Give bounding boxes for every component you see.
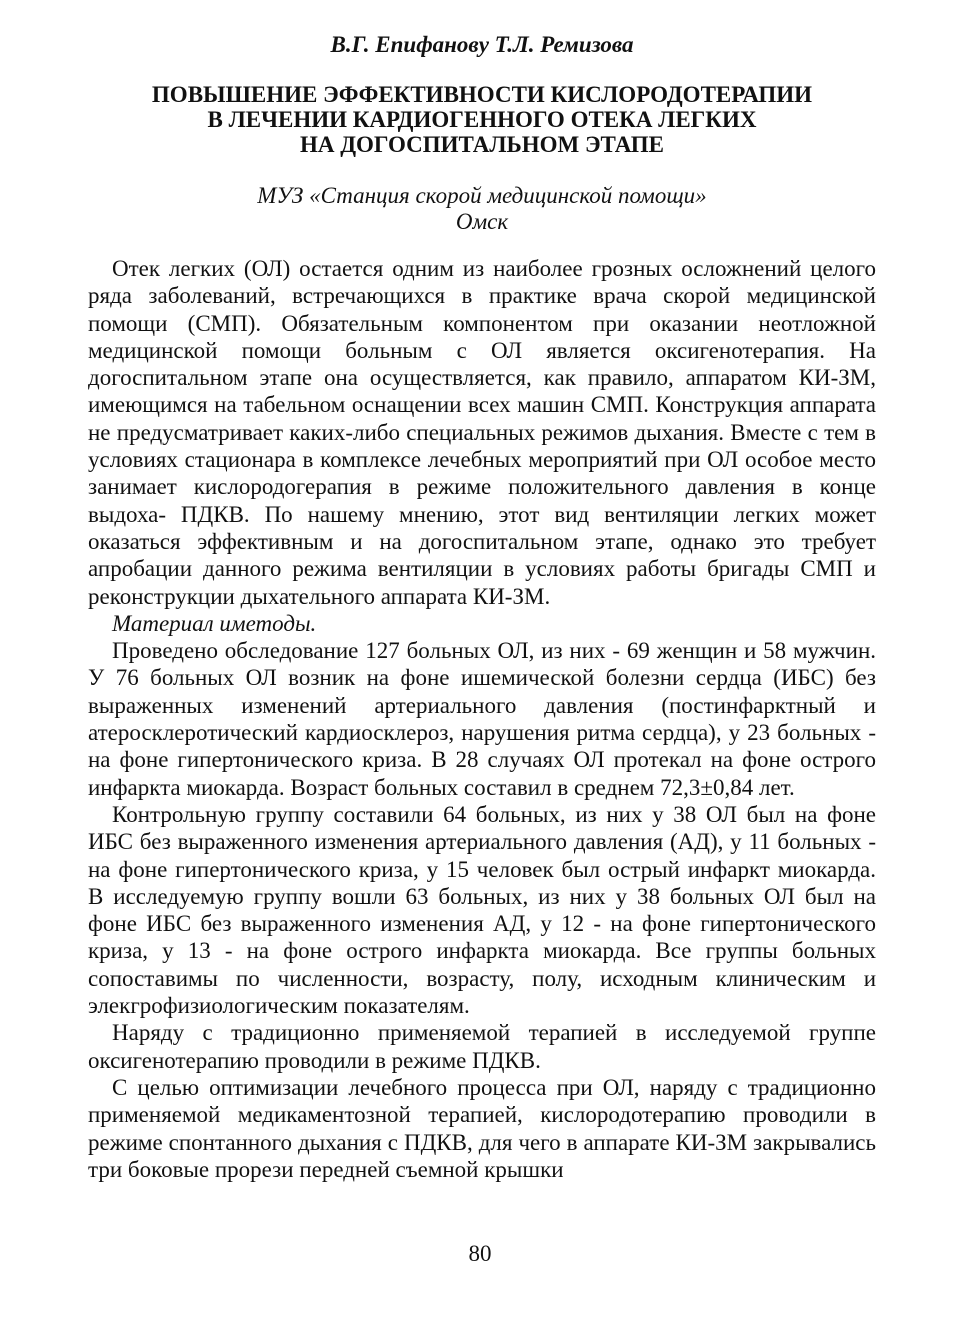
authors: В.Г. Епифанову Т.Л. Ремизова: [330, 32, 634, 57]
title-line-2: В ЛЕЧЕНИИ КАРДИОГЕННОГО ОТЕКА ЛЕГКИХ: [207, 107, 757, 132]
affiliation: [88, 183, 876, 235]
paragraph-groups: Контрольную группу составили 64 больных, из них у 38 ОЛ был на фоне ИБС без выраженного изменения артериального давления (АД), у 11 больных - на фоне гипертонического криза, у 15 человек был острый инфаркт миокарда. В исследуемую группу вошли 63 больных, из них у 38 больных ОЛ был на фоне ИБС без выраженного изменения АД, у 12 - на фоне гипертонического криза, у 13 - на фоне острого инфаркта миокарда. Все группы больных сопоставимы по численности, возрасту, полу, исходным клиническим и элекгрофизиологическим показателям.: [88, 801, 876, 1019]
paper-title: [88, 82, 876, 157]
affiliation-org: МУЗ «Станция скорой медицинской помощи»: [257, 183, 707, 208]
section-heading-methods: Материал иметоды.: [112, 610, 317, 636]
paragraph-therapy: Наряду с традиционно применяемой терапией в исследуемой группе оксигенотерапию проводили в режиме ПДКВ.: [88, 1020, 876, 1073]
body-text: [88, 255, 876, 1183]
title-line-1: ПОВЫШЕНИЕ ЭФФЕКТИВНОСТИ КИСЛОРОДОТЕРАПИИ: [151, 82, 813, 107]
paragraph-intro: Отек легких (ОЛ) остается одним из наиболее грозных осложнений целого ряда заболеваний, встречающихся в практике врача скорой медицинской помощи (СМП). Обязательным компонентом при оказании неотложной медицинской помощи больным с ОЛ является оксигенотерапия. На догоспитальном этапе она осуществляется, как правило, аппаратом КИ-ЗМ, имеющимся на табельном оснащении всех машин СМП. Конструкция аппарата не предусматривает каких-либо специальных режимов дыхания. Вместе с тем в условиях стационара в комплексе лечебных мероприятий при ОЛ особое место занимает кислородогерапия в режиме положительного давления в конце выдоха- ПДКВ. По нашему мнению, этот вид вентиляции легких может оказаться эффективным и на догоспитальном этапе, однако это требует апробации данного режима вентиляции в условиях работы бригады СМП и реконструкции дыхательного аппарата КИ-ЗМ.: [88, 256, 876, 609]
paragraph-optimization: С целью оптимизации лечебного процесса при ОЛ, наряду с традиционно применяемой медикаментозной терапией, кислородотерапию проводили в режиме спонтанного дыхания с ПДКВ, для чего в аппарате КИ-ЗМ закрывались три боковые прорези передней съемной крышки: [88, 1074, 876, 1182]
title-line-3: НА ДОГОСПИТАЛЬНОМ ЭТАПЕ: [299, 132, 665, 157]
page-number: 80: [468, 1241, 492, 1266]
affiliation-city: Омск: [455, 209, 509, 234]
paragraph-patients: Проведено обследование 127 больных ОЛ, из них - 69 женщин и 58 мужчин. У 76 больных ОЛ возник на фоне ишемической болезни сердца (ИБС) без выраженных изменений артериального давления (постинфарктный и атеросклеротический кардиосклероз, нарушения ритма сердца), у 23 больных - на фоне гипертонического криза. В 28 случаях ОЛ протекал на фоне острого инфаркта миокарда. Возраст больных составил в среднем 72,3±0,84 лет.: [88, 638, 876, 800]
paper-page: [88, 30, 876, 1183]
